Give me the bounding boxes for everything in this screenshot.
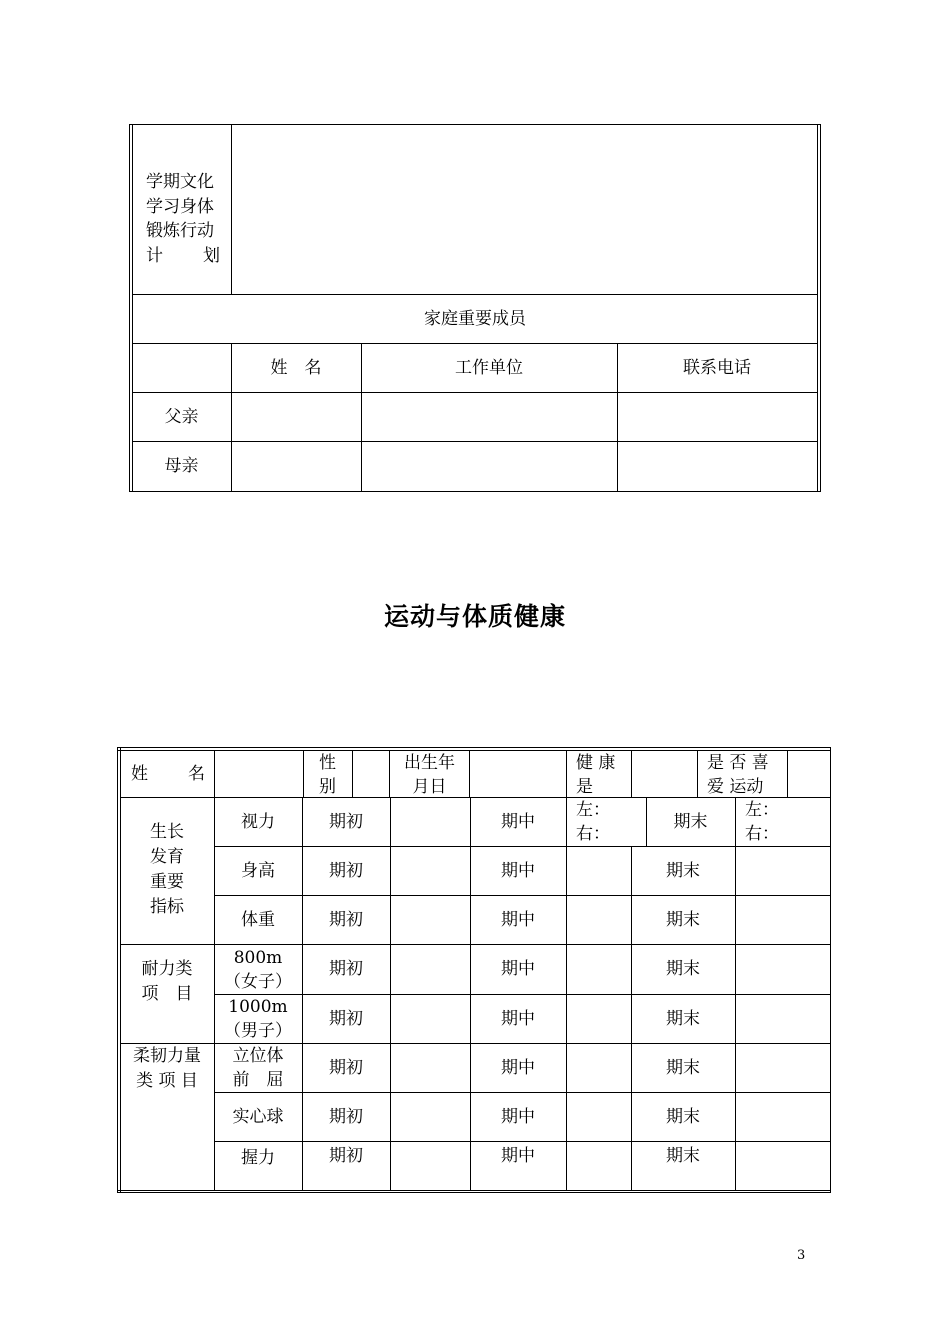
- name-label-a: 姓: [131, 764, 148, 784]
- name-label: [131, 762, 205, 786]
- likes-label-b: 爱 运动: [707, 777, 764, 797]
- item-weight: 体重: [241, 909, 275, 930]
- vision-end-eyes[interactable]: [745, 798, 779, 846]
- birth-label-a: 出生年: [404, 753, 455, 773]
- group-growth-line: 发育: [150, 847, 184, 867]
- group-endurance-line: 项 目: [141, 984, 193, 1004]
- plan-label-line: 划: [203, 245, 220, 266]
- group-growth-label: [120, 820, 214, 920]
- col-workplace-header: 工作单位: [455, 357, 523, 378]
- term-start-label: 期初: [329, 811, 363, 832]
- col-name-header: 姓 名: [270, 357, 322, 378]
- item-grip: 握力: [241, 1148, 275, 1168]
- term-start-label: 期初: [329, 909, 363, 930]
- healthy-label: [576, 751, 615, 799]
- item-sitreach-a: 立位体: [232, 1046, 284, 1066]
- term-end-label: 期末: [666, 1106, 700, 1127]
- healthy-label-a: 健 康: [576, 753, 616, 773]
- term-mid-label: 期中: [501, 1057, 535, 1078]
- term-mid-label: 期中: [501, 1008, 535, 1029]
- group-growth-line: 生长: [150, 822, 184, 842]
- term-start-label: 期初: [329, 1106, 363, 1127]
- gender-label: [319, 751, 336, 799]
- right-eye-label: 右：: [576, 824, 610, 844]
- plan-label-line: 锻炼行动: [146, 221, 214, 241]
- vision-mid-eyes[interactable]: [576, 798, 610, 846]
- name-field[interactable]: [215, 751, 303, 797]
- left-eye-label: 左：: [576, 800, 610, 820]
- group-flex-line: 类 项 目: [136, 1071, 198, 1091]
- plan-label-line: 学期文化: [146, 172, 214, 192]
- term-end-label: 期末: [666, 1146, 700, 1166]
- healthy-field[interactable]: [632, 751, 697, 797]
- term-mid-label: 期中: [501, 909, 535, 930]
- term-mid-label: 期中: [501, 860, 535, 881]
- right-eye-label: 右：: [745, 824, 779, 844]
- term-start-label: 期初: [329, 860, 363, 881]
- likes-label-a: 是 否 喜: [707, 753, 769, 773]
- row-mother-label: 母亲: [164, 456, 199, 476]
- item-800m-b: （女子）: [224, 972, 292, 992]
- item-sitreach-b: 前 屈: [232, 1070, 284, 1090]
- section-title: 运动与体质健康: [383, 602, 566, 631]
- term-mid-label: 期中: [501, 811, 535, 832]
- term-mid-label: 期中: [501, 1146, 535, 1166]
- item-1000m: [214, 995, 302, 1043]
- gender-label-a: 性: [319, 753, 336, 773]
- group-growth-line: 重要: [150, 872, 184, 892]
- group-flex-label: [120, 1044, 214, 1094]
- term-start-label: 期初: [329, 1008, 363, 1029]
- item-1000m-b: （男子）: [224, 1021, 292, 1041]
- plan-label-line: 计: [146, 245, 163, 266]
- term-end-label: 期末: [666, 1008, 700, 1029]
- term-start-label: 期初: [329, 1146, 363, 1166]
- group-endurance-line: 耐力类: [141, 959, 193, 979]
- row-father-label: 父亲: [164, 406, 199, 427]
- term-start-label: 期初: [329, 959, 363, 979]
- birth-label-b: 月日: [412, 777, 447, 797]
- item-800m: [214, 946, 302, 994]
- col-phone-header: 联系电话: [683, 357, 751, 378]
- gender-label-b: 别: [319, 777, 336, 797]
- birthdate-label: [390, 751, 469, 799]
- term-end-label: 期末: [673, 811, 708, 832]
- birthdate-field[interactable]: [470, 751, 566, 797]
- group-endurance-label: [120, 957, 214, 1007]
- term-end-label: 期末: [666, 959, 700, 979]
- likes-sports-label: [707, 751, 769, 799]
- item-sit-and-reach: [214, 1044, 302, 1092]
- likes-sports-field[interactable]: [788, 751, 830, 797]
- term-end-label: 期末: [666, 860, 700, 881]
- term-end-label: 期末: [666, 909, 700, 930]
- study-plan-content-area[interactable]: [232, 125, 817, 294]
- name-label-b: 名: [188, 764, 205, 784]
- item-1000m-a: 1000m: [228, 997, 288, 1017]
- item-800m-a: 800m: [233, 948, 283, 968]
- plan-label-line: 学习身体: [146, 196, 214, 217]
- page-number: 3: [797, 1248, 806, 1263]
- term-mid-label: 期中: [501, 1106, 535, 1127]
- family-members-header: 家庭重要成员: [424, 308, 526, 329]
- group-growth-line: 指标: [150, 897, 184, 917]
- item-vision: 视力: [241, 811, 275, 832]
- item-height: 身高: [241, 860, 275, 881]
- left-eye-label: 左：: [745, 800, 779, 820]
- item-medicine-ball: 实心球: [232, 1106, 284, 1127]
- term-mid-label: 期中: [501, 959, 535, 979]
- study-plan-label: [146, 170, 220, 268]
- group-flex-line: 柔韧力量: [133, 1046, 201, 1066]
- term-end-label: 期末: [666, 1057, 700, 1078]
- healthy-label-b: 是: [576, 777, 593, 797]
- term-start-label: 期初: [329, 1057, 363, 1078]
- gender-field[interactable]: [353, 751, 389, 797]
